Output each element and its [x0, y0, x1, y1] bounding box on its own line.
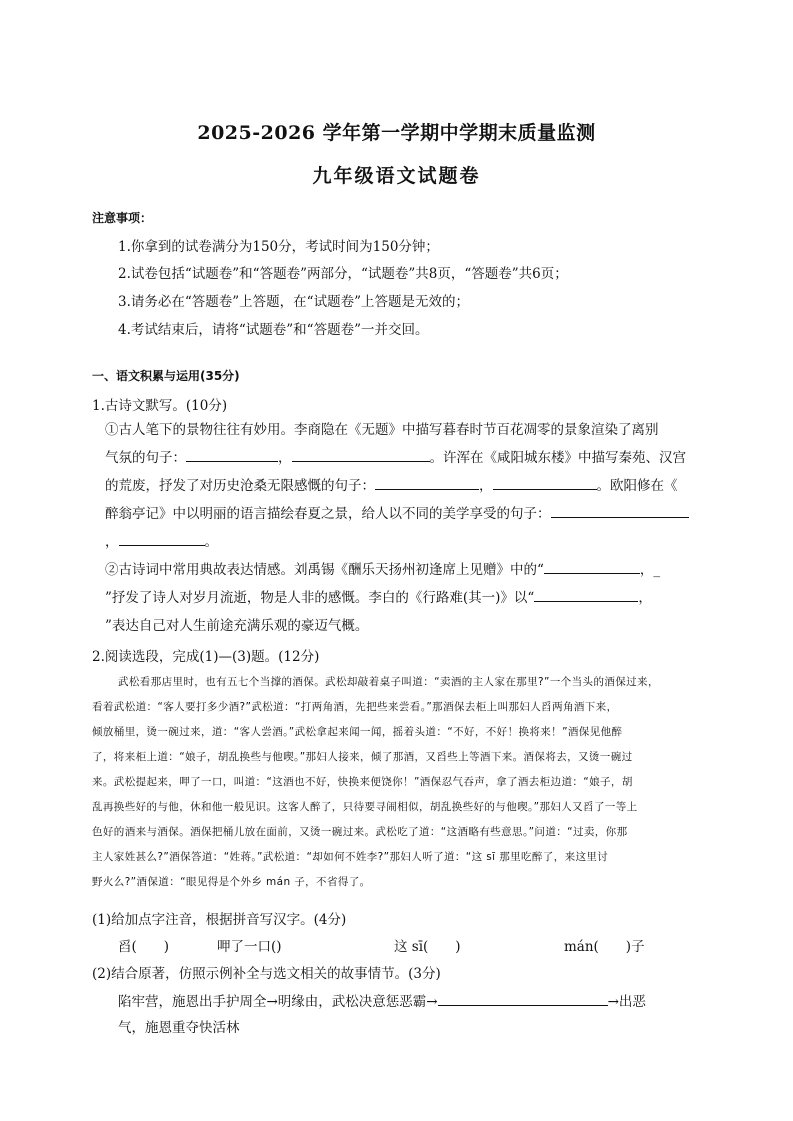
- q1-part2-line3: ”表达自己对人生前途充满乐观的豪迈气概。: [105, 618, 369, 634]
- subquestion-2-label: (2)结合原著，仿照示例补全与选文相关的故事情节。(3分): [92, 966, 441, 982]
- note-item: 3.请务必在“答题卷”上答题，在“试题卷”上答题是无效的；: [118, 294, 469, 310]
- note-item: 4.考试结束后，请将“试题卷”和“答题卷”一并交回。: [118, 322, 429, 338]
- q1-part2-line2: ”抒发了诗人对岁月流逝，物是人非的感慨。李白的《行路难(其一)》以“ ，: [105, 590, 652, 606]
- q1-part1-line5: ， 。: [105, 534, 218, 550]
- q1-part1-line2: 气氛的句子： ， 。许浑在《咸阳城东楼》中描写秦苑、汉宫: [105, 450, 686, 466]
- answer-blank[interactable]: [534, 589, 638, 602]
- q1-part2-line1: ②古诗词中常用典故表达情感。刘禹锡《酬乐天扬州初逢席上见赠》中的“ ，_: [105, 562, 661, 578]
- passage-line: 来。武松提起来，呷了一口，叫道：“这酒也不好，快换来便饶你！”酒保忍气吞声，拿了酒去柜边道：“娘子，胡: [92, 776, 633, 788]
- q1-part1-line1: ①古人笔下的景物往往有妙用。李商隐在《无题》中描写暮春时节百花凋零的景象渲染了离别: [105, 422, 659, 438]
- q1-part1-line4: 醉翁亭记》中以明丽的语言描绘春夏之景，给人以不同的美学享受的句子：: [105, 500, 689, 528]
- passage-line: 主人家姓甚么?”酒保答道：“姓蒋。”武松道：“却如何不姓李?”那妇人听了道：“这 sī 那里吃醉了，来这里讨: [92, 851, 609, 863]
- passage-line: 看着武松道：“客人要打多少酒?”武松道：“打两角酒，先把些来尝看。”那酒保去柜上叫那妇人舀两角酒下来，: [92, 701, 618, 713]
- pinyin-item[interactable]: 舀( ): [118, 939, 170, 955]
- plot-chain-line1: 陷牢营，施恩出手护周全→明缘由，武松决意惩恶霸→ →出恶: [118, 994, 646, 1010]
- q1-part1-line3: 的荒废，抒发了对历史沧桑无限感慨的句子： ， 。欧阳修在《: [105, 478, 678, 494]
- answer-blank[interactable]: [186, 449, 278, 462]
- note-item: 2.试卷包括“试题卷”和“答题卷”两部分，“试题卷”共8页，“答题卷”共6页；: [118, 266, 568, 282]
- pinyin-item[interactable]: 呷了一口(): [217, 939, 282, 955]
- answer-blank[interactable]: [375, 477, 479, 490]
- passage-line: 色好的酒来与酒保。酒保把桶儿放在面前，又烫一碗过来。武松吃了道：“这酒略有些意思。”问道：“过卖，你那: [92, 826, 628, 838]
- exam-title: 2025-2026 学年第一学期中学期末质量监测: [197, 122, 596, 144]
- plot-chain-line2: 气，施恩重夺快活林: [118, 1020, 240, 1036]
- notes-heading: 注意事项：: [92, 211, 153, 225]
- subquestion-1-label: (1)给加点字注音，根据拼音写汉字。(4分): [92, 912, 347, 928]
- question-1-label: 1.古诗文默写。(10分): [92, 398, 228, 414]
- answer-blank[interactable]: [551, 505, 689, 518]
- passage-line: 倾放桶里，烫一碗过来，道：“客人尝酒。”武松拿起来闻一闻，摇着头道：“不好，不好！换将来！”酒保见他醉: [92, 726, 623, 738]
- passage-line: 了，将来柜上道：“娘子，胡乱换些与他喫。”那妇人接来，倾了那酒，又舀些上等酒下来。酒保将去，又烫一碗过: [92, 751, 633, 763]
- passage-line: 乱再换些好的与他，休和他一般见识。这客人醉了，只待要寻闹相似，胡乱换些好的与他喫。”那妇人又舀了一等上: [92, 801, 638, 813]
- answer-blank[interactable]: [438, 993, 608, 1006]
- answer-blank[interactable]: [493, 477, 597, 490]
- passage-line: 野火么?”酒保道：“眼见得是个外乡 mán 子，不省得了。: [92, 876, 371, 888]
- note-item: 1.你拿到的试卷满分为150分，考试时间为150分钟；: [118, 239, 439, 255]
- question-2-label: 2.阅读选段，完成(1)—(3)题。(12分): [92, 649, 320, 665]
- section-heading: 一、语文积累与运用(35分): [92, 369, 240, 383]
- answer-blank[interactable]: [292, 449, 430, 462]
- exam-subtitle: 九年级语文试题卷: [312, 165, 481, 187]
- pinyin-item[interactable]: mán( )子: [564, 939, 645, 955]
- answer-blank[interactable]: [119, 533, 205, 546]
- passage-line: 武松看那店里时，也有五七个当撑的酒保。武松却敲着桌子叫道：“卖酒的主人家在那里?”一个当头的酒保过来，: [118, 676, 659, 688]
- answer-blank[interactable]: [544, 561, 640, 574]
- pinyin-item[interactable]: 这 sī( ): [394, 939, 461, 955]
